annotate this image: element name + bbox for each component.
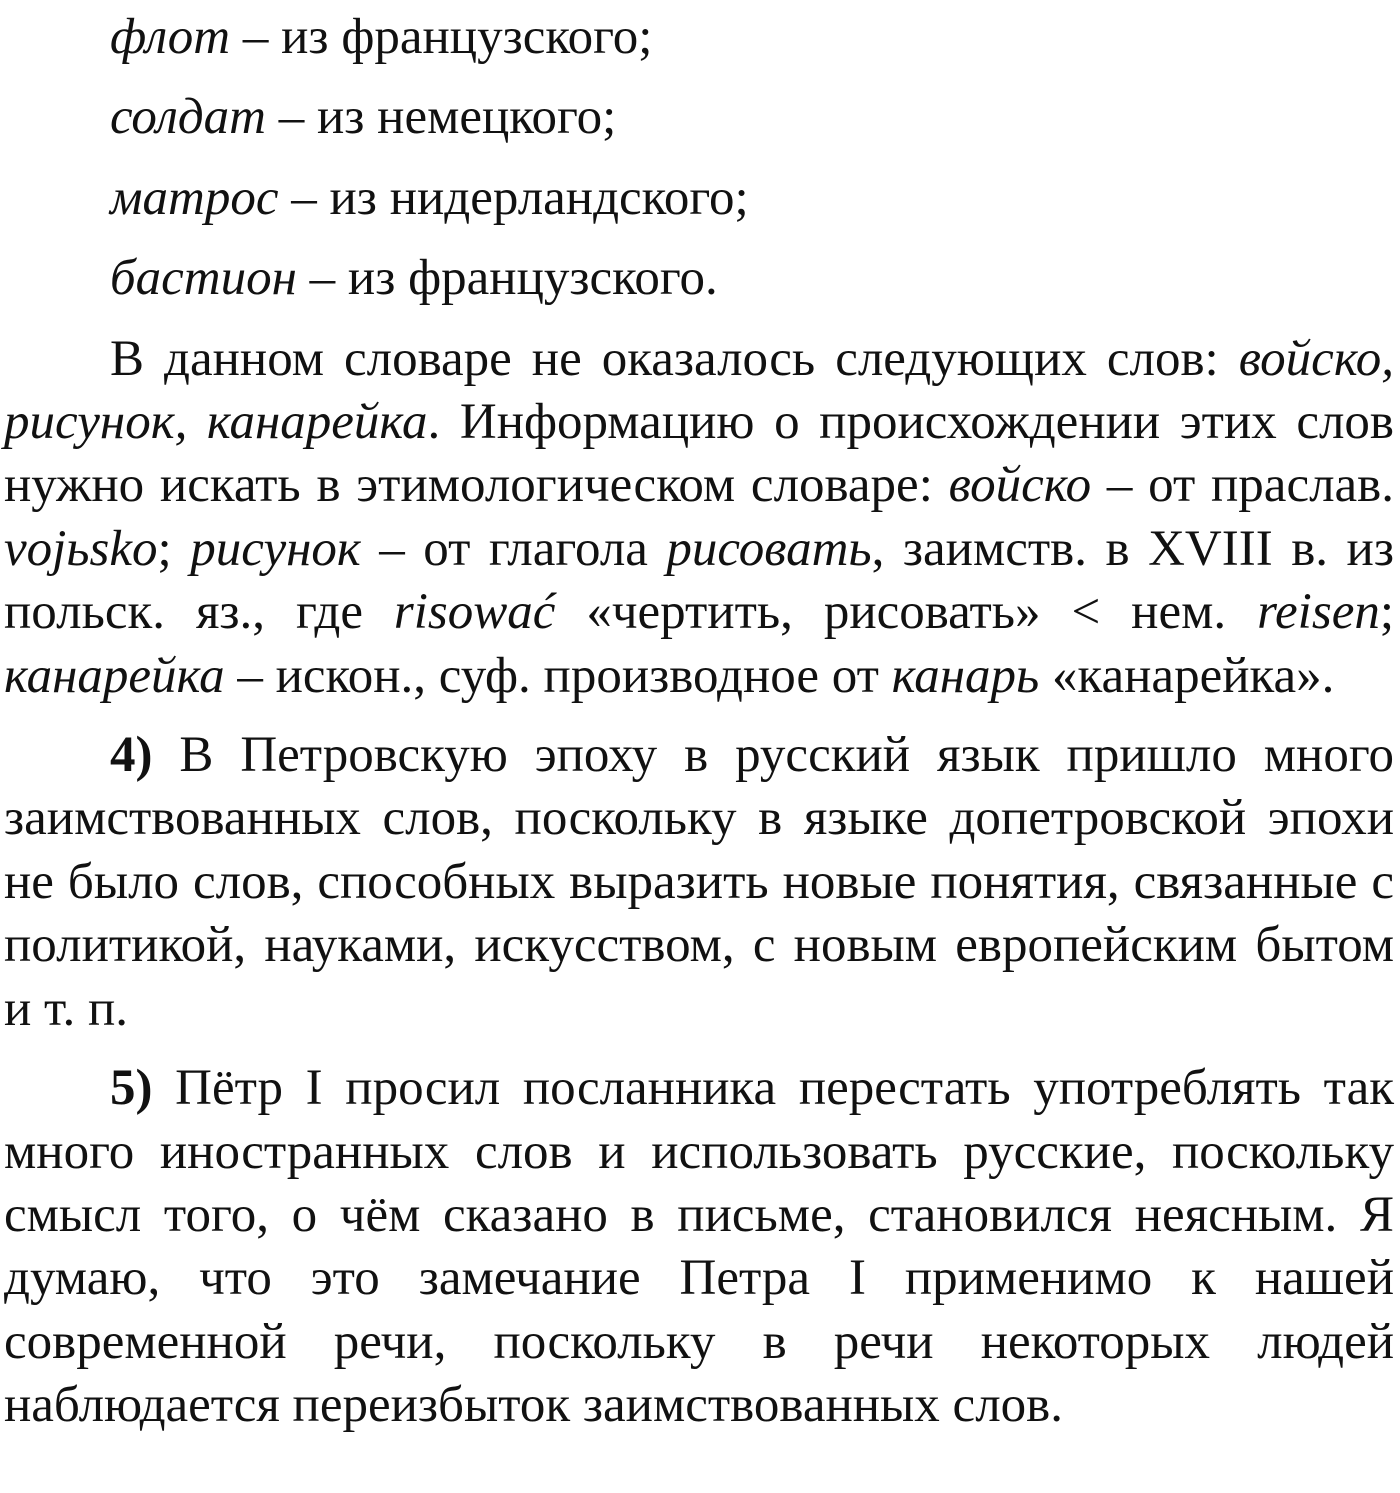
item-number: 5) bbox=[110, 1060, 153, 1117]
answer-paragraph-5 bbox=[4, 1057, 1394, 1437]
text-run: – искон., суф. производное от bbox=[224, 647, 892, 704]
word-italic: солдат bbox=[110, 89, 266, 146]
text-run: «канарейка». bbox=[1039, 647, 1335, 704]
paragraph-text: Пётр I просил посланника перестать употреблять так много иностранных слов и использовать русские, поскольку смысл того, о чём сказано в письме, становился неясным. Я думаю, что это замечание Петра I применимо к нашей современной речи, поскольку в речи некоторых людей наблюдается переизбыток заимствованных слов. bbox=[4, 1060, 1394, 1434]
word-origin-line bbox=[4, 247, 1394, 310]
word-italic: бастион bbox=[110, 250, 297, 307]
item-number: 4) bbox=[110, 727, 153, 784]
word-origin-line bbox=[4, 167, 1394, 230]
italic-run: reisen bbox=[1257, 584, 1380, 641]
word-italic: матрос bbox=[110, 169, 279, 226]
text-run: ; bbox=[1379, 584, 1395, 641]
text-run: «чертить, рисовать» < нем. bbox=[555, 584, 1258, 641]
text-run: – от праслав. bbox=[1091, 457, 1394, 514]
italic-run: рисунок bbox=[190, 520, 361, 577]
italic-run: vojьsko bbox=[4, 520, 158, 577]
word-origin-text: – из немецкого; bbox=[265, 89, 617, 146]
italic-run: канарейка bbox=[4, 647, 225, 704]
word-italic: флот bbox=[110, 9, 231, 65]
etymology-paragraph bbox=[4, 328, 1394, 708]
answer-paragraph-4 bbox=[4, 724, 1394, 1041]
word-origin-line bbox=[4, 86, 1394, 149]
word-origin-text: – из французского. bbox=[296, 250, 718, 307]
word-origin-line bbox=[4, 6, 1394, 69]
word-origin-text: – из французского; bbox=[230, 9, 653, 65]
text-run: – от глагола bbox=[360, 520, 667, 577]
text-run: . Информацию о происхождении этих слов нужно искать в этимологическом словаре: bbox=[4, 394, 1394, 514]
italic-run: канарь bbox=[891, 647, 1040, 704]
text-run: ; bbox=[157, 520, 191, 577]
text-run: , заимств. в XVIII в. из польск. яз., где bbox=[4, 520, 1394, 641]
word-origin-text: – из нидерландского; bbox=[278, 169, 749, 226]
italic-run: рисовать bbox=[666, 520, 872, 577]
italic-run: risować bbox=[393, 584, 556, 641]
italic-run: войско, рисунок, канарейка bbox=[4, 330, 1394, 451]
paragraph-text: В Петровскую эпоху в русский язык пришло много заимствованных слов, поскольку в языке допетровской эпохи не было слов, способных выразить новые понятия, связанные с политикой, науками, искусством, с новым европейским бытом и т. п. bbox=[4, 727, 1394, 1037]
text-run: В данном словаре не оказалось следующих слов: bbox=[110, 330, 1239, 387]
italic-run: войско bbox=[948, 457, 1092, 514]
